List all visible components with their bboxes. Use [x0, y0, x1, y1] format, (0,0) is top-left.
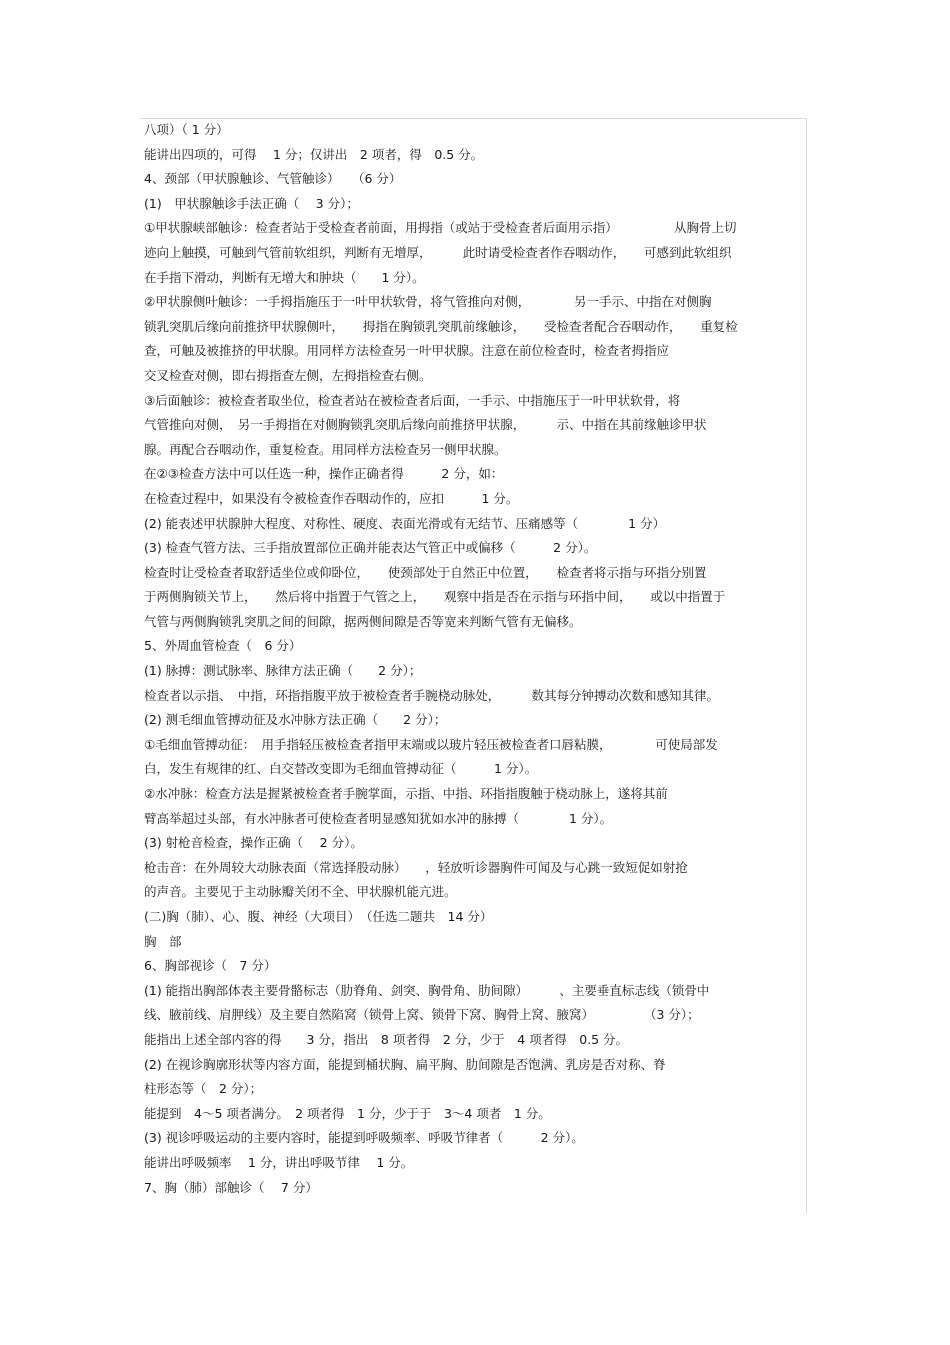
text-line: 线、腋前线、肩胛线）及主要自然陷窝（锁骨上窝、锁骨下窝、胸骨上窝、腋窝） （3 分）；: [144, 1007, 700, 1023]
text-line: 白，发生有规律的红、白交替改变即为毛细血管搏动征（ 1 分）。: [144, 761, 538, 777]
text-line: (2) 能表述甲状腺肿大程度、对称性、硬度、表面光滑或有无结节、压痛感等（ 1 分）: [144, 515, 666, 531]
text-line: 交叉检查对侧，即右拇指查左侧，左拇指检查右侧。: [144, 367, 432, 383]
section-heading: 胸 部: [144, 933, 182, 949]
document-body: [144, 118, 804, 1200]
text-line: 能指出上述全部内容的得 3 分，指出 8 项者得 2 分，少于 4 项者得 0.5 分。: [144, 1031, 629, 1047]
text-line: ③后面触诊：被检查者取坐位，检查者站在被检查者后面，一手示、中指施压于一叶甲状软骨，将: [144, 392, 681, 408]
text-line: 八项）（ 1 分）: [144, 122, 229, 137]
text-line: 检查时让受检查者取舒适坐位或仰卧位， 使颈部处于自然正中位置， 检查者将示指与环指分别置: [144, 564, 707, 580]
text-line: ②甲状腺侧叶触诊：一手拇指施压于一叶甲状软骨，将气管推向对侧， 另一手示、中指在对侧胸: [144, 294, 712, 310]
text-line: 气管推向对侧， 另一手拇指在对侧胸锁乳突肌后缘向前推挤甲状腺， 示、中指在其前缘触诊甲状: [144, 417, 707, 433]
section-heading: 4、颈部（甲状腺触诊、气管触诊） （6 分）: [144, 171, 402, 187]
text-line: (3) 视诊呼吸运动的主要内容时，能提到呼吸频率、呼吸节律者（ 2 分）。: [144, 1130, 584, 1146]
text-line: (2) 在视诊胸廓形状等内容方面，能提到桶状胸、扁平胸、肋间隙是否饱满、乳房是否对称、脊: [144, 1056, 666, 1072]
text-line: 检查者以示指、 中指，环指指腹平放于被检查者手腕桡动脉处， 数其每分钟搏动次数和感知其律。: [144, 687, 720, 703]
text-line: ②水冲脉：检查方法是握紧被检查者手腕掌面，示指、中指、环指指腹触于桡动脉上，遂将其前: [144, 786, 668, 802]
text-line: 能讲出四项的，可得 1 分；仅讲出 2 项者，得 0.5 分。: [144, 146, 484, 162]
text-line: 能提到 4～5 项者满分。 2 项者得 1 分，少于于 3～4 项者 1 分。: [144, 1105, 551, 1121]
text-line: 的声音。主要见于主动脉瓣关闭不全、甲状腺机能亢进。: [144, 884, 457, 900]
text-line: (1) 甲状腺触诊手法正确（ 3 分）；: [144, 195, 359, 211]
text-line: 锁乳突肌后缘向前推挤甲状腺侧叶， 拇指在胸锁乳突肌前缘触诊， 受检查者配合吞咽动作， 重复检: [144, 318, 738, 334]
section-heading: 7、胸（肺）部触诊（ 7 分）: [144, 1179, 318, 1195]
text-line: (2) 测毛细血管搏动征及水冲脉方法正确（ 2 分）；: [144, 712, 447, 728]
text-line: 在②③检查方法中可以任选一种，操作正确者得 2 分，如：: [144, 466, 504, 482]
text-line: 查，可触及被推挤的甲状腺。用同样方法检查另一叶甲状腺。注意在前位检查时，检查者拇指应: [144, 343, 670, 359]
text-line: 臂高举超过头部，有水冲脉者可使检查者明显感知犹如水冲的脉搏（ 1 分）。: [144, 810, 613, 826]
section-heading: 5、外周血管检查（ 6 分）: [144, 638, 302, 654]
text-line: (3) 射枪音检查，操作正确（ 2 分）。: [144, 835, 363, 851]
text-line: 在检查过程中，如果没有令被检查作吞咽动作的，应扣 1 分。: [144, 490, 519, 506]
section-heading: (二)胸（肺）、心、腹、神经（大项目） （任选二题共 14 分）: [144, 909, 493, 924]
page-right-border: [806, 118, 807, 1213]
text-line: (1) 能指出胸部体表主要骨骼标志（肋脊角、剑突、胸骨角、肋间隙） 、主要垂直标志线（锁骨中: [144, 982, 710, 998]
text-line: 腺。再配合吞咽动作，重复检查。用同样方法检查另一侧甲状腺。: [144, 441, 507, 457]
text-line: 枪击音：在外周较大动脉表面（常选择股动脉） ，轻放听诊器胸件可闻及与心跳一致短促如射抢: [144, 859, 688, 875]
text-line: 柱形态等（ 2 分）；: [144, 1081, 263, 1097]
text-line: 迹向上触摸，可触到气管前软组织，判断有无增厚， 此时请受检查者作吞咽动作， 可感到此软组织: [144, 244, 732, 260]
text-line: 能讲出呼吸频率 1 分，讲出呼吸节律 1 分。: [144, 1154, 414, 1170]
text-line: ①甲状腺峡部触诊：检查者站于受检查者前面，用拇指（或站于受检查者后面用示指） 从胸骨上切: [144, 220, 737, 236]
text-line: (1) 脉搏：测试脉率、脉律方法正确（ 2 分）；: [144, 663, 422, 679]
text-line: (3) 检查气管方法、三手指放置部位正确并能表达气管正中或偏移（ 2 分）。: [144, 540, 597, 556]
text-line: 气管与两侧胸锁乳突肌之间的间隙，据两侧间隙是否等宽来判断气管有无偏移。: [144, 613, 582, 629]
text-line: ①毛细血管搏动征： 用手指轻压被检查者指甲末端或以玻片轻压被检查者口唇粘膜， 可使局部发: [144, 736, 718, 752]
text-line: 于两侧胸锁关节上， 然后将中指置于气管之上， 观察中指是否在示指与环指中间， 或以中指置于: [144, 589, 726, 605]
section-heading: 6、胸部视诊（ 7 分）: [144, 958, 277, 974]
text-line: 在手指下滑动，判断有无增大和肿块（ 1 分）。: [144, 269, 425, 285]
